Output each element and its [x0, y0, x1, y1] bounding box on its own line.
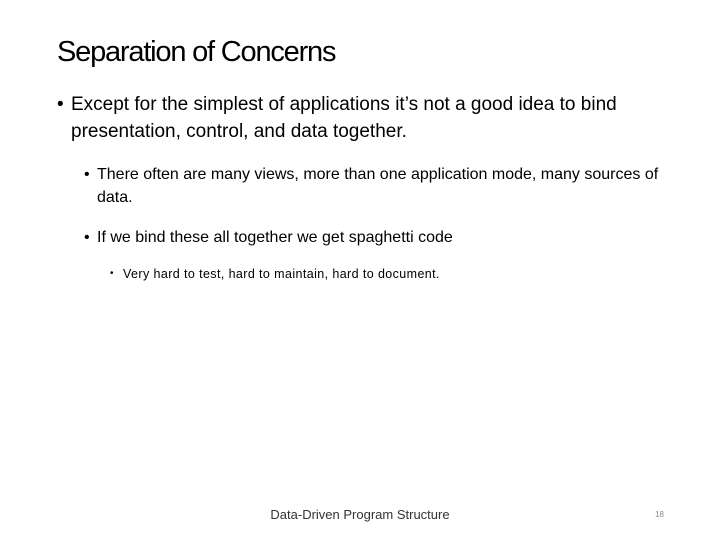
- bullet-marker: •: [84, 166, 90, 183]
- page-number: 18: [655, 510, 664, 519]
- bullet-level-1: [57, 91, 677, 145]
- bullet-text: Except for the simplest of applications it’s not a good idea to bind presentation, control, and data together.: [71, 94, 617, 142]
- bullet-text: Very hard to test, hard to maintain, hard to document.: [123, 267, 440, 281]
- bullet-text: If we bind these all together we get spaghetti code: [97, 229, 453, 246]
- bullet-level-2: [84, 226, 674, 249]
- slide-title: Separation of Concerns: [57, 36, 336, 68]
- bullet-marker: •: [110, 268, 114, 279]
- bullet-level-2: [84, 163, 674, 209]
- bullet-level-3: [110, 265, 670, 283]
- footer-text: Data-Driven Program Structure: [270, 507, 450, 522]
- slide-footer: [0, 507, 720, 522]
- bullet-marker: •: [84, 229, 90, 246]
- bullet-marker: •: [57, 94, 64, 115]
- bullet-text: There often are many views, more than one application mode, many sources of data.: [97, 166, 659, 206]
